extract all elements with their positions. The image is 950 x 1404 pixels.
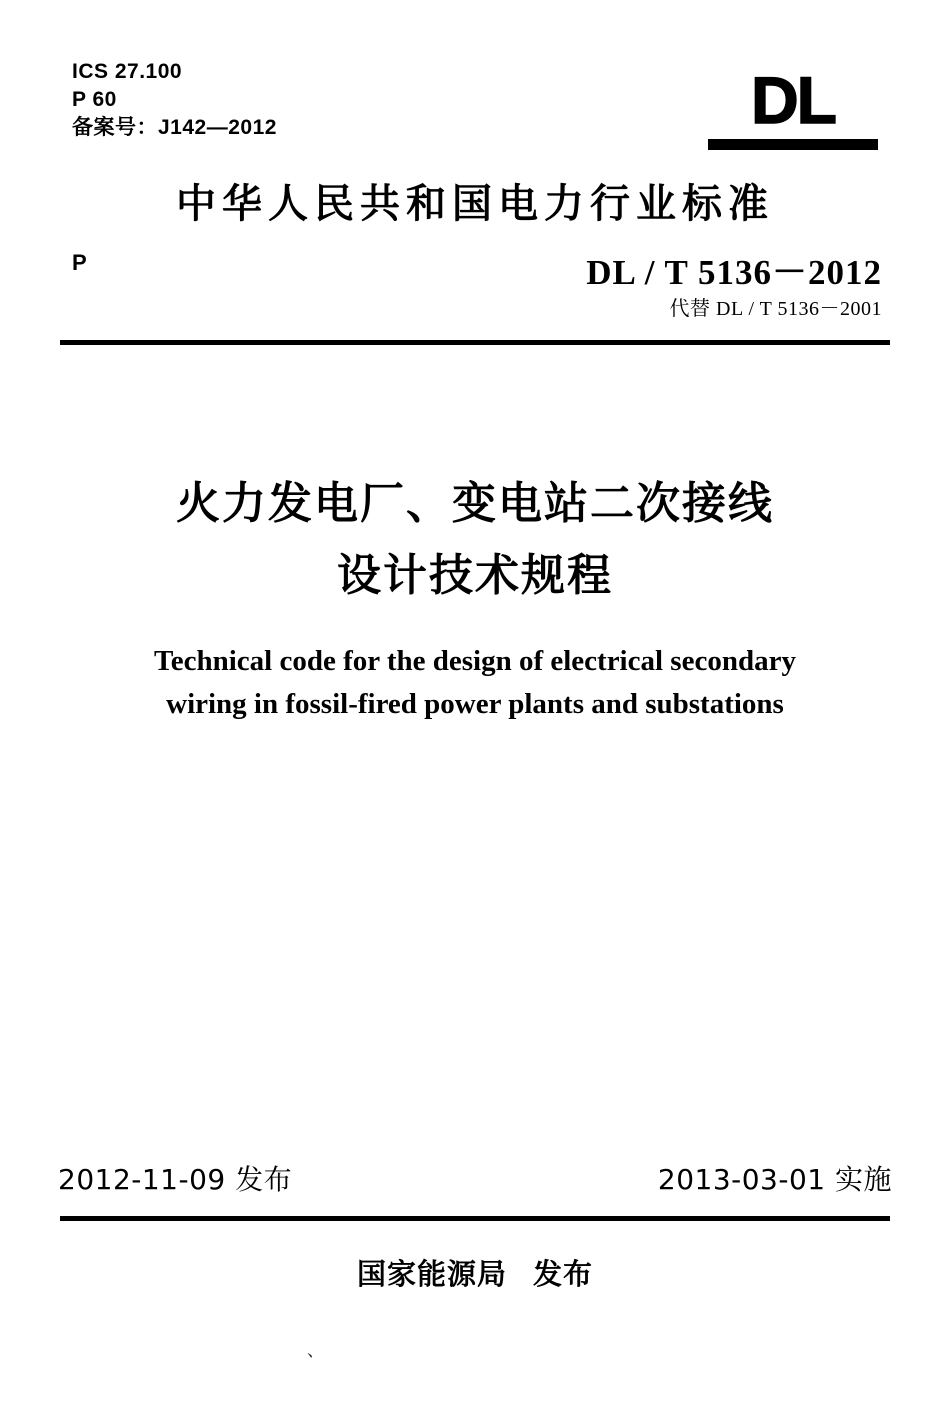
dl-logo-text: DL bbox=[751, 63, 835, 137]
national-standard-title: 中华人民共和国电力行业标准 bbox=[176, 181, 774, 227]
divider-bottom bbox=[60, 1216, 890, 1221]
stray-mark: 、 bbox=[307, 1341, 324, 1361]
standard-replaces: 代替 DL / T 5136－2001 bbox=[669, 298, 882, 320]
classification-code: P 60 bbox=[72, 88, 117, 111]
issue-date: 2012-11-09 发布 bbox=[58, 1163, 293, 1196]
publisher-name: 国家能源局 bbox=[356, 1257, 507, 1291]
effective-date: 2013-03-01 实施 bbox=[657, 1163, 892, 1196]
header-codes bbox=[72, 58, 277, 142]
document-title-en bbox=[0, 640, 950, 726]
document-title-cn bbox=[0, 468, 950, 612]
divider-top bbox=[60, 340, 890, 345]
standard-category-letter: P bbox=[72, 250, 87, 275]
record-number: 备案号：J142—2012 bbox=[72, 116, 277, 139]
document-title-en-line2: wiring in fossil-fired power plants and substations bbox=[166, 688, 784, 720]
dl-logo bbox=[708, 63, 878, 150]
document-title-en-line1: Technical code for the design of electrical secondary bbox=[154, 645, 796, 677]
standard-number: DL / T 5136－2012 bbox=[586, 253, 882, 292]
document-title-cn-line2: 设计技术规程 bbox=[337, 550, 613, 601]
document-title-cn-line1: 火力发电厂、变电站二次接线 bbox=[176, 478, 774, 529]
ics-code: ICS 27.100 bbox=[72, 60, 183, 83]
publisher bbox=[0, 1252, 950, 1293]
publisher-verb: 发布 bbox=[533, 1257, 594, 1291]
